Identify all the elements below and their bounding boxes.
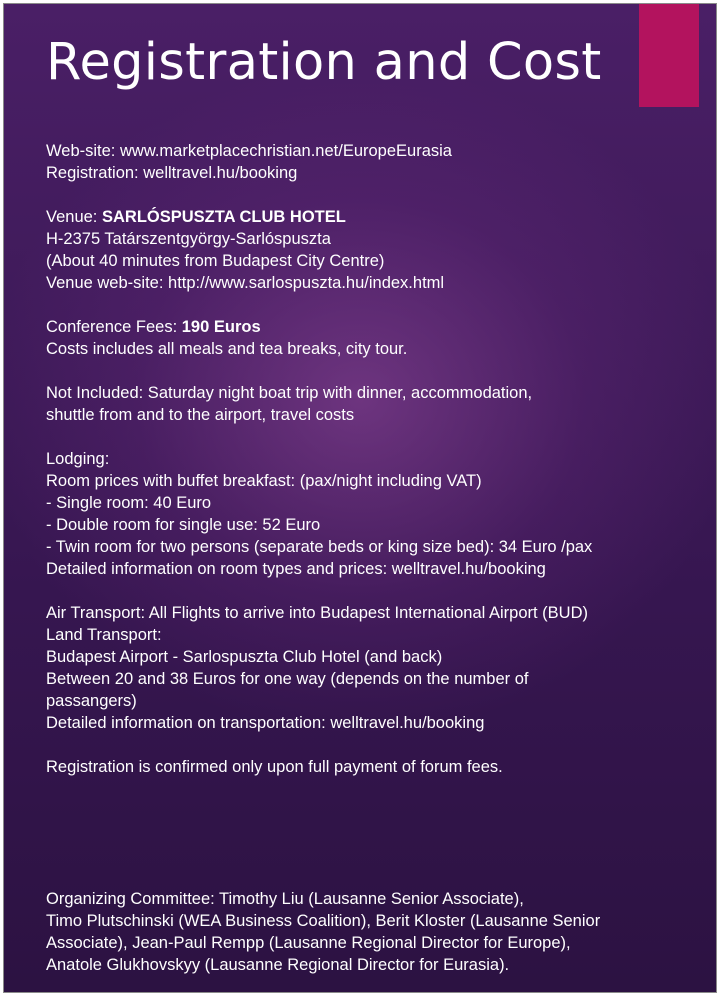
website-label: Web-site: xyxy=(46,142,116,160)
registration-link[interactable]: welltravel.hu/booking xyxy=(143,164,298,182)
fees-amount: 190 Euros xyxy=(181,318,261,336)
registration-label: Registration: xyxy=(46,164,139,182)
venue-website-link[interactable]: http://www.sarlospuszta.hu/index.html xyxy=(168,274,445,292)
transport-price-line-2: passangers) xyxy=(46,692,137,710)
lodging-intro: Room prices with buffet breakfast: (pax/night including VAT) xyxy=(46,472,482,490)
venue-label: Venue: xyxy=(46,208,98,226)
spacer xyxy=(46,184,696,206)
venue-website-line xyxy=(46,272,696,294)
spacer xyxy=(46,580,696,602)
slide xyxy=(3,3,717,993)
website-line xyxy=(46,140,696,162)
confirmation-note: Registration is confirmed only upon full payment of forum fees. xyxy=(46,758,503,776)
registration-line xyxy=(46,162,696,184)
fees-label: Conference Fees: xyxy=(46,318,178,336)
spacer xyxy=(46,294,696,316)
website-link[interactable]: www.marketplacechristian.net/EuropeEurasia xyxy=(119,142,452,160)
lodging-item-twin: - Twin room for two persons (separate beds or king size bed): 34 Euro /pax xyxy=(46,538,593,556)
accent-bar xyxy=(639,4,699,107)
committee-line-1: Organizing Committee: Timothy Liu (Lausanne Senior Associate), xyxy=(46,890,524,908)
spacer xyxy=(46,734,696,756)
committee-line-4: Anatole Glukhovskyy (Lausanne Regional Director for Eurasia). xyxy=(46,956,510,974)
committee-line-3: Associate), Jean-Paul Rempp (Lausanne Regional Director for Europe), xyxy=(46,934,571,952)
transport-route: Budapest Airport - Sarlospuszta Club Hotel (and back) xyxy=(46,648,443,666)
venue-line xyxy=(46,206,696,228)
venue-distance: (About 40 minutes from Budapest City Centre) xyxy=(46,252,385,270)
air-transport: Air Transport: All Flights to arrive into Budapest International Airport (BUD) xyxy=(46,604,588,622)
fees-line xyxy=(46,316,696,338)
page-title: Registration and Cost xyxy=(46,33,602,92)
transport-details: Detailed information on transportation: welltravel.hu/booking xyxy=(46,714,485,732)
lodging-details: Detailed information on room types and prices: welltravel.hu/booking xyxy=(46,560,546,578)
spacer xyxy=(46,426,696,448)
fees-includes: Costs includes all meals and tea breaks, city tour. xyxy=(46,340,408,358)
venue-name: SARLÓSPUSZTA CLUB HOTEL xyxy=(101,208,346,226)
transport-price-line-1: Between 20 and 38 Euros for one way (depends on the number of xyxy=(46,670,529,688)
lodging-item-double: - Double room for single use: 52 Euro xyxy=(46,516,321,534)
lodging-heading: Lodging: xyxy=(46,450,110,468)
land-transport-heading: Land Transport: xyxy=(46,626,162,644)
venue-website-label: Venue web-site: xyxy=(46,274,164,292)
spacer xyxy=(46,778,696,888)
lodging-item-single: - Single room: 40 Euro xyxy=(46,494,212,512)
venue-address: H-2375 Tatárszentgyörgy-Sarlóspuszta xyxy=(46,230,331,248)
not-included-line-1: Not Included: Saturday night boat trip with dinner, accommodation, xyxy=(46,384,533,402)
committee-line-2: Timo Plutschinski (WEA Business Coalition), Berit Kloster (Lausanne Senior xyxy=(46,912,601,930)
spacer xyxy=(46,360,696,382)
slide-body xyxy=(46,140,696,976)
not-included-line-2: shuttle from and to the airport, travel costs xyxy=(46,406,355,424)
